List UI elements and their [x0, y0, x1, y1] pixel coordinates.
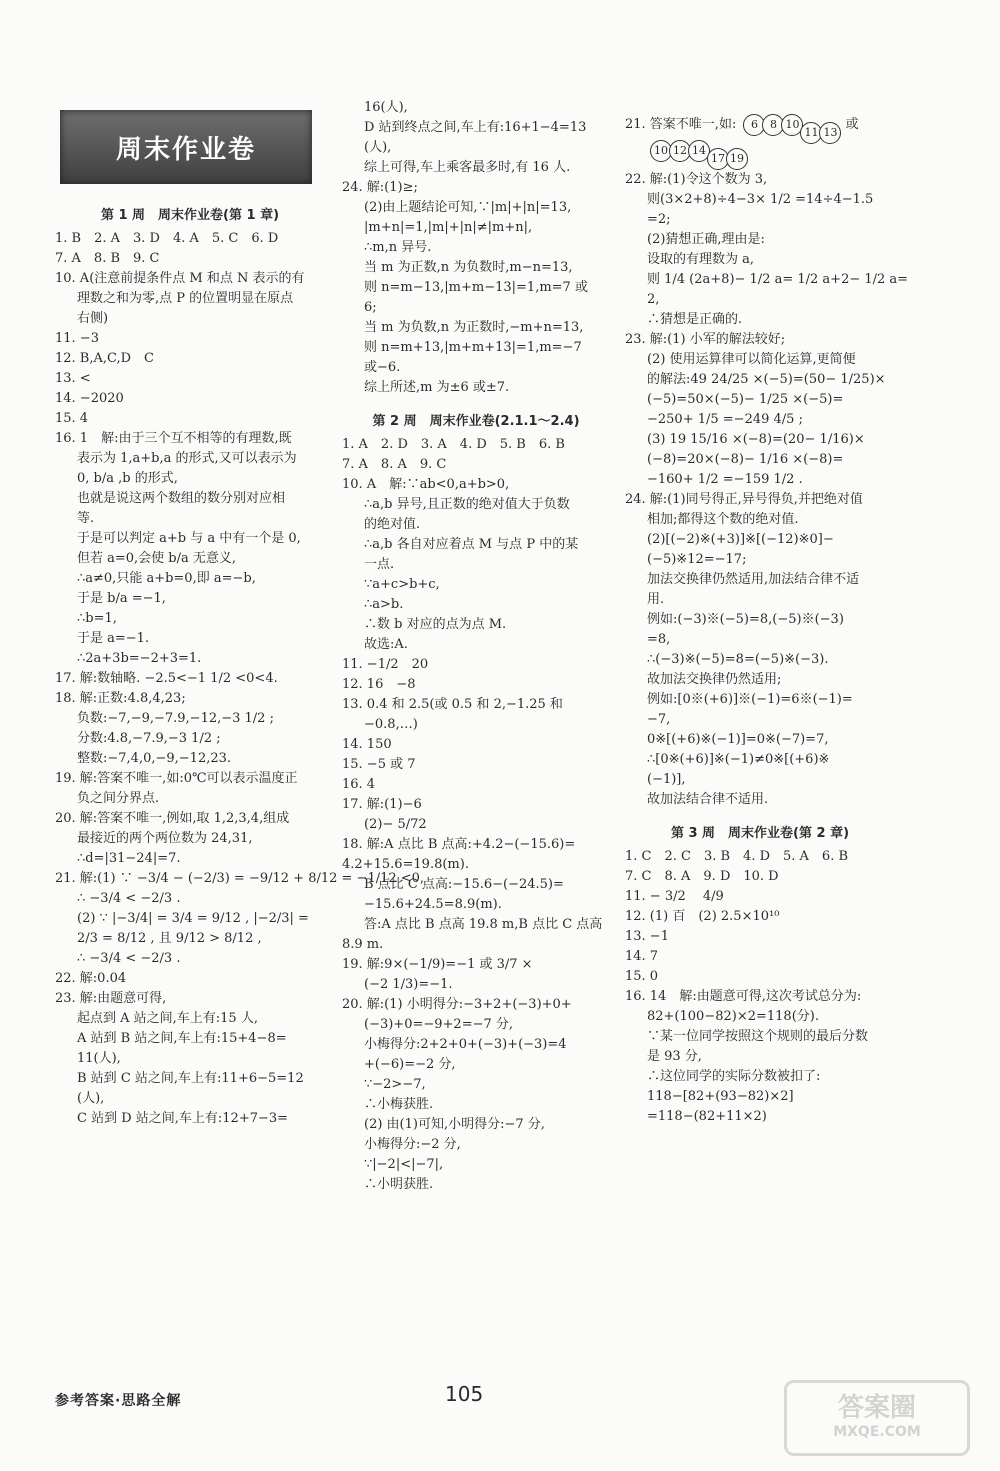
answer-line: 分数:4.8,−7.9,−3 1/2 ;	[77, 731, 221, 746]
answer-line: 故加法交换律仍然适用;	[647, 672, 782, 687]
answer-line: 6;	[364, 300, 377, 315]
answer-line: 18. 解:A 点比 B 点高:+4.2−(−15.6)=	[342, 837, 576, 852]
answer-line: 118−[82+(93−82)×2]	[647, 1089, 794, 1104]
answer-line: =8,	[647, 632, 671, 647]
q21-or: 或	[845, 117, 859, 132]
answer-line: ∴a>b.	[364, 597, 404, 612]
answer-line: 13. 0.4 和 2.5(或 0.5 和 2,−1.25 和	[342, 697, 563, 712]
answer-line: 16(人),	[364, 100, 408, 115]
answer-line: 18. 解:正数:4.8,4,23;	[55, 691, 186, 706]
answer-line: B 站到 C 站之间,车上有:11+6−5=12	[77, 1071, 304, 1086]
answer-line: 的解法:49 24/25 ×(−5)=(50− 1/25)×	[647, 372, 886, 387]
q21-line	[625, 138, 895, 164]
answer-line: 小梅得分:−2 分,	[364, 1137, 461, 1152]
answer-line: 17. 解:数轴略. −2.5<−1 1/2 <0<4.	[55, 671, 278, 686]
answer-line: 答:A 点比 B 点高 19.8 m,B 点比 C 点高	[364, 917, 603, 932]
answer-line: −0.8,…)	[364, 717, 418, 732]
answer-line: 13. −1	[625, 929, 669, 944]
answer-line: 16. 14 解:由题意可得,这次考试总分为:	[625, 989, 862, 1004]
answer-line: 右侧)	[77, 311, 109, 326]
answer-line: ∴a,b 各自对应着点 M 与点 P 中的某	[364, 537, 579, 552]
answer-line: 则(3×2+8)÷4−3× 1/2 =14÷4−1.5	[647, 192, 874, 207]
answer-list	[625, 172, 909, 812]
answer-line: ∴d=|31−24|=7.	[77, 851, 181, 866]
answer-line: ∵a+c>b+c,	[364, 577, 440, 592]
answer-line: (人),	[364, 140, 392, 155]
answer-line: (2) 使用运算律可以简化运算,更简便	[647, 352, 856, 367]
answer-line: 例如:[0※(+6)]※(−1)=6※(−1)=	[647, 692, 853, 707]
answer-line: 综上所述,m 为±6 或±7.	[364, 380, 510, 395]
answer-line: 17. 解:(1)−6	[342, 797, 422, 812]
answer-line: 7. A 8. A 9. C	[342, 457, 447, 472]
answer-line: 14. 150	[342, 737, 392, 752]
answer-line: 15. 4	[55, 411, 89, 426]
answer-line: 11(人),	[77, 1051, 121, 1066]
answer-line: 于是可以判定 a+b 与 a 中有一个是 0,	[77, 531, 301, 546]
answer-line: 1. A 2. D 3. A 4. D 5. B 6. B	[342, 437, 565, 452]
answer-line: 16. 1 解:由于三个互不相等的有理数,既	[55, 431, 292, 446]
answer-line: 等.	[77, 511, 95, 526]
answer-line: 16. 4	[342, 777, 376, 792]
answer-line: |m+n|=1,|m|+|n|≠|m+n|,	[364, 220, 533, 235]
answer-line: 当 m 为负数,n 为正数时,−m+n=13,	[364, 320, 584, 335]
answer-line: 负数:−7,−9,−7.9,−12,−3 1/2 ;	[77, 711, 274, 726]
answer-line: 0, b/a ,b 的形式,	[77, 471, 178, 486]
answer-line: −15.6+24.5=8.9(m).	[364, 897, 502, 912]
number-circle: 8	[762, 114, 784, 136]
answer-line: 22. 解:(1)令这个数为 3,	[625, 172, 768, 187]
answer-line: 12. B,A,C,D C	[55, 351, 154, 366]
answer-line: 1. C 2. C 3. B 4. D 5. A 6. B	[625, 849, 849, 864]
answer-line: 12. 16 −8	[342, 677, 416, 692]
answer-line: 4.2+15.6=19.8(m).	[342, 857, 469, 872]
answer-line: (3) 19 15/16 ×(−8)=(20− 1/16)×	[647, 432, 865, 447]
answer-list	[342, 437, 610, 1197]
answer-line: (−8)=20×(−8)− 1/16 ×(−8)=	[647, 452, 844, 467]
page-number: 105	[445, 1382, 484, 1406]
answer-line: 起点到 A 站之间,车上有:15 人,	[77, 1011, 258, 1026]
answer-line: 15. 0	[625, 969, 659, 984]
answer-line: 82+(100−82)×2=118(分).	[647, 1009, 819, 1024]
answer-line: ∴猜想是正确的.	[647, 312, 743, 327]
answer-line: 一点.	[364, 557, 395, 572]
number-circle: 19	[726, 148, 748, 170]
answer-line: 19. 解:答案不唯一,如:0℃可以表示温度正	[55, 771, 298, 786]
circle-figure	[650, 140, 745, 165]
number-circle: 10	[650, 140, 672, 162]
answer-line: 故选:A.	[364, 637, 408, 652]
answer-line: 21. 解:(1) ∵ −3/4 − (−2/3) = −9/12 + 8/12 = −1/12 <0,	[55, 871, 425, 886]
answer-line: 22. 解:0.04	[55, 971, 127, 986]
answer-line: 是 93 分,	[647, 1049, 702, 1064]
answer-line: ∵某一位同学按照这个规则的最后分数	[647, 1029, 869, 1044]
answer-line: (2)猜想正确,理由是:	[647, 232, 765, 247]
watermark-url: MXQE.COM	[833, 1424, 921, 1440]
answer-line: ∴b=1,	[77, 611, 117, 626]
answer-line: −250+ 1/5 =−249 4/5 ;	[647, 412, 803, 427]
answer-line: 整数:−7,4,0,−9,−12,23.	[77, 751, 232, 766]
number-circle: 17	[707, 148, 729, 170]
answer-list	[625, 849, 895, 1129]
answer-line: 14. −2020	[55, 391, 124, 406]
answer-line: 例如:(−3)※(−5)=8,(−5)※(−3)	[647, 612, 844, 627]
number-circle: 14	[688, 140, 710, 162]
answer-line: (2) 由(1)可知,小明得分:−7 分,	[364, 1117, 545, 1132]
answer-line: ∴m,n 异号.	[364, 240, 432, 255]
answer-line: ∴ −3/4 < −2/3 .	[77, 891, 181, 906]
answer-line: B 点比 C 点高:−15.6−(−24.5)=	[364, 877, 564, 892]
column-3	[625, 112, 909, 1129]
answer-line: ∴(−3)※(−5)=8=(−5)※(−3).	[647, 652, 829, 667]
answer-line: (2)由上题结论可知,∵|m|+|n|=13,	[364, 200, 572, 215]
column-2	[342, 100, 610, 1197]
watermark-logo	[784, 1380, 970, 1456]
watermark-text: 答案圈	[837, 1393, 916, 1423]
answer-line: 也就是说这两个数组的数分别对应相	[77, 491, 286, 506]
answer-line: 2/3 = 8/12 , 且 9/12 > 8/12 ,	[77, 931, 262, 946]
section-heading: 第 2 周 周末作业卷(2.1.1～2.4)	[372, 414, 580, 429]
answer-line: 相加;都得这个数的绝对值.	[647, 512, 799, 527]
answer-line: 的绝对值.	[364, 517, 421, 532]
answer-line: ∴这位同学的实际分数被扣了:	[647, 1069, 821, 1084]
answer-line: 综上可得,车上乘客最多时,有 16 人.	[364, 160, 571, 175]
answer-line: 则 n=m+13,|m+m+13|=1,m=−7	[364, 340, 582, 355]
answer-line: 10. A 解:∵ab<0,a+b>0,	[342, 477, 510, 492]
answer-line: 故加法结合律不适用.	[647, 792, 769, 807]
answer-line: 于是 b/a =−1,	[77, 591, 166, 606]
footer-label: 参考答案·思路全解	[55, 1393, 182, 1409]
answer-line: 但若 a=0,会使 b/a 无意义,	[77, 551, 237, 566]
answer-line: −7,	[647, 712, 671, 727]
answer-line: ∴2a+3b=−2+3=1.	[77, 651, 202, 666]
answer-line: 15. −5 或 7	[342, 757, 416, 772]
answer-line: (2) ∵ |−3/4| = 3/4 = 9/12 , |−2/3| =	[77, 911, 309, 926]
answer-line: D 站到终点之间,车上有:16+1−4=13	[364, 120, 587, 135]
answer-line: 14. 7	[625, 949, 659, 964]
number-circle: 6	[743, 114, 765, 136]
number-circle: 11	[800, 122, 822, 144]
answer-line: =2;	[647, 212, 671, 227]
answer-line: 0※[(+6)※(−1)]=0※(−7)=7,	[647, 732, 829, 747]
answer-line: 7. C 8. A 9. D 10. D	[625, 869, 779, 884]
answer-line: 11. −3	[55, 331, 99, 346]
answer-line: (2)− 5/72	[364, 817, 427, 832]
answer-line: ∴a≠0,只能 a+b=0,即 a=−b,	[77, 571, 256, 586]
section-heading: 第 1 周 周末作业卷(第 1 章)	[100, 208, 280, 223]
answer-line: (人),	[77, 1091, 105, 1106]
number-circle: 13	[819, 122, 841, 144]
answer-line: 24. 解:(1)同号得正,异号得负,并把绝对值	[625, 492, 863, 507]
answer-line: 7. A 8. B 9. C	[55, 251, 160, 266]
answer-line: 2,	[647, 292, 660, 307]
answer-line: 13. <	[55, 371, 91, 386]
answer-line: ∴小梅获胜.	[364, 1097, 434, 1112]
answer-line: (−5)※12=−17;	[647, 552, 747, 567]
answer-line: ∵|−2|<|−7|,	[364, 1157, 444, 1172]
answer-line: A 站到 B 站之间,车上有:15+4−8=	[77, 1031, 287, 1046]
answer-line: =118−(82+11×2)	[647, 1109, 767, 1124]
answer-line: (2)[(−2)※(+3)]※[(−12)※0]−	[647, 532, 834, 547]
answer-line: 11. − 3/2 4/9	[625, 889, 724, 904]
answer-line: 最接近的两个两位数为 24,31,	[77, 831, 253, 846]
answer-line: ∴[0※(+6)]※(−1)≠0※[(+6)※	[647, 752, 830, 767]
number-circle: 10	[781, 114, 803, 136]
answer-line: 20. 解:(1) 小明得分:−3+2+(−3)+0+	[342, 997, 572, 1012]
answer-line: 加法交换律仍然适用,加法结合律不适	[647, 572, 860, 587]
answer-line: 1. B 2. A 3. D 4. A 5. C 6. D	[55, 231, 279, 246]
answer-line: 用.	[647, 592, 665, 607]
answer-line: 12. (1) 百 (2) 2.5×10¹⁰	[625, 909, 780, 924]
answer-line: 8.9 m.	[342, 937, 384, 952]
answer-line: 23. 解:(1) 小军的解法较好;	[625, 332, 786, 347]
answer-line: 则 n=m−13,|m+m−13|=1,m=7 或	[364, 280, 588, 295]
answer-line: (−1)],	[647, 772, 686, 787]
answer-line: ∴ −3/4 < −2/3 .	[77, 951, 181, 966]
answer-line: (−3)+0=−9+2=−7 分,	[364, 1017, 514, 1032]
answer-line: 11. −1/2 20	[342, 657, 429, 672]
answer-line: (−5)=50×(−5)− 1/25 ×(−5)=	[647, 392, 844, 407]
answer-line: ∴数 b 对应的点为点 M.	[364, 617, 507, 632]
circle-figure	[743, 114, 838, 139]
answer-line: C 站到 D 站之间,车上有:12+7−3=	[77, 1111, 289, 1126]
answer-line: 23. 解:由题意可得,	[55, 991, 167, 1006]
answer-line: 则 1/4 (2a+8)− 1/2 a= 1/2 a+2− 1/2 a=	[647, 272, 909, 287]
number-circle: 12	[669, 140, 691, 162]
answer-line: ∵−2>−7,	[364, 1077, 426, 1092]
answer-line: 理数之和为零,点 P 的位置明显在原点	[77, 291, 294, 306]
answer-line: 于是 a=−1.	[77, 631, 150, 646]
answer-list	[342, 100, 610, 400]
answer-line: −160+ 1/2 =−159 1/2 .	[647, 472, 803, 487]
answer-line: ∴小明获胜.	[364, 1177, 434, 1192]
answer-line: 表示为 1,a+b,a 的形式,又可以表示为	[77, 451, 297, 466]
answer-line: 设取的有理数为 a,	[647, 252, 755, 267]
q21-label: 21. 答案不唯一,如:	[625, 117, 737, 132]
answer-line: 20. 解:答案不唯一,例如,取 1,2,3,4,组成	[55, 811, 290, 826]
answer-line: (−2 1/3)=−1.	[364, 977, 453, 992]
answer-line: 或−6.	[364, 360, 401, 375]
answer-line: 19. 解:9×(−1/9)=−1 或 3/7 ×	[342, 957, 533, 972]
answer-line: 24. 解:(1)≥;	[342, 180, 418, 195]
answer-line: 10. A(注意前提条件点 M 和点 N 表示的有	[55, 271, 305, 286]
page-title: 周末作业卷	[60, 110, 312, 184]
answer-line: 负之间分界点.	[77, 791, 160, 806]
answer-line: +(−6)=−2 分,	[364, 1057, 456, 1072]
answer-line: 小梅得分:2+2+0+(−3)+(−3)=4	[364, 1037, 567, 1052]
q21-line	[625, 112, 895, 138]
answer-line: ∴a,b 异号,且正数的绝对值大于负数	[364, 497, 570, 512]
section-heading: 第 3 周 周末作业卷(第 2 章)	[670, 826, 850, 841]
answer-line: 当 m 为正数,n 为负数时,m−n=13,	[364, 260, 573, 275]
